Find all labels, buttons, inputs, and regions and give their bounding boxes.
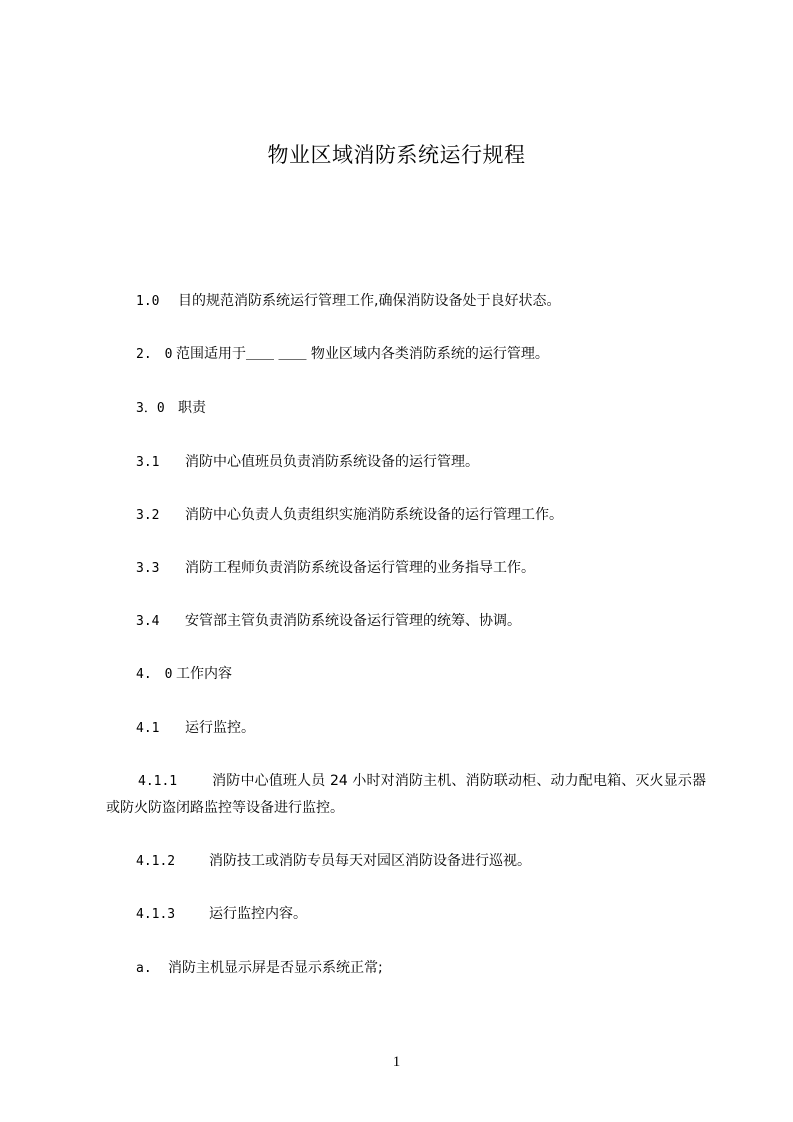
- section-text: 运行监控。: [185, 720, 255, 736]
- section-3-0: [136, 397, 206, 420]
- section-text: 消防中心值班人员 24 小时对消防主机、消防联动柜、动力配电箱、灭火显示器或防火防盗闭路监控等设备进行监控。: [106, 773, 706, 816]
- section-number: 3.3: [136, 561, 160, 576]
- section-4-1-1: [106, 768, 706, 821]
- section-4-1: [136, 717, 255, 740]
- list-text: 消防主机显示屏是否显示系统正常;: [168, 960, 383, 976]
- page-number: 1: [392, 1054, 401, 1070]
- section-number: 4.1.1: [138, 774, 178, 789]
- section-4-1-3: [136, 903, 307, 926]
- list-marker: a.: [136, 961, 152, 976]
- section-text: 目的规范消防系统运行管理工作,确保消防设备处于良好状态。: [178, 293, 561, 309]
- section-text: 消防技工或消防专员每天对园区消防设备进行巡视。: [209, 853, 531, 869]
- section-1-0: [136, 290, 560, 313]
- section-text: 职责: [178, 400, 206, 416]
- section-3-1: [136, 451, 479, 474]
- section-text: 消防中心负责人负责组织实施消防系统设备的运行管理工作。: [185, 507, 563, 523]
- section-number: 3.1: [136, 455, 160, 470]
- section-text: 消防工程师负责消防系统设备运行管理的业务指导工作。: [185, 560, 535, 576]
- section-4-1-2: [136, 850, 531, 873]
- section-text: 消防中心值班员负责消防系统设备的运行管理。: [185, 454, 479, 470]
- section-text: 运行监控内容。: [209, 906, 307, 922]
- section-number: 3.2: [136, 508, 160, 523]
- section-3-4: [136, 610, 521, 633]
- section-text: 范围适用于＿＿ ＿＿ 物业区域内各类消防系统的运行管理。: [176, 346, 549, 362]
- section-number: 4. 0: [136, 667, 173, 682]
- section-number: 4.1: [136, 721, 160, 736]
- section-number: 1.0: [136, 294, 160, 309]
- section-number: 3.4: [136, 614, 160, 629]
- section-2-0: [136, 343, 549, 366]
- section-3-2: [136, 504, 563, 527]
- section-text: 安管部主管负责消防系统设备运行管理的统筹、协调。: [185, 613, 521, 629]
- section-3-3: [136, 557, 535, 580]
- document-title: 物业区域消防系统运行规程: [267, 143, 526, 167]
- section-number: 4.1.3: [136, 907, 176, 922]
- section-number: 2. 0: [136, 347, 173, 362]
- section-number: 4.1.2: [136, 854, 176, 869]
- list-item-a: [136, 957, 383, 980]
- section-number: 3．0: [136, 401, 165, 416]
- section-4-0: [136, 663, 232, 686]
- section-text: 工作内容: [176, 666, 232, 682]
